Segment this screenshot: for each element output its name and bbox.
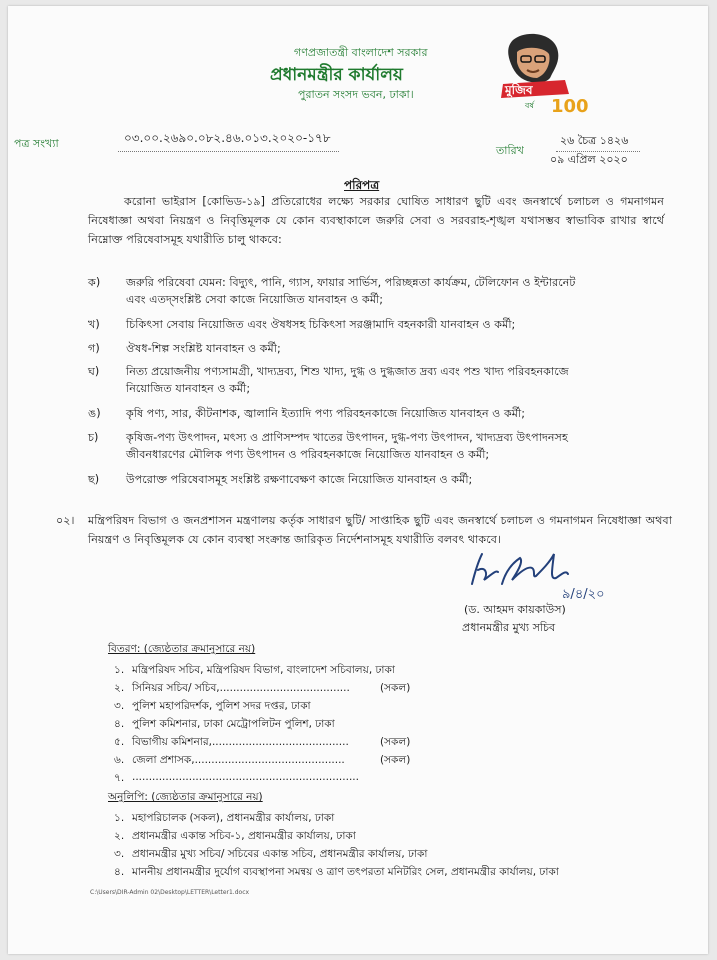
item-number: ক) [88, 276, 101, 289]
memo-number: ০৩.০০.২৬৯০.০৮২.৪৬.০১৩.২০২০-১৭৮ [118, 130, 339, 152]
mujib-borsho-logo [495, 32, 589, 117]
distribution-item: জেলা প্রশাসক,............................................. [132, 754, 345, 766]
item-text: ঔষধ-শিল্প সংশ্লিষ্ট যানবাহন ও কর্মী; [126, 342, 281, 355]
distribution-suffix: (সকল) [380, 682, 411, 694]
file-path-footer: C:\Users\DIR-Admin 02\Desktop\LETTER\Letter1.docx [90, 889, 250, 896]
copy-item: প্রধানমন্ত্রীর মুখ্য সচিব/ সচিবের একান্ত সচিব, প্রধানমন্ত্রীর কার্যালয়, ঢাকা [132, 848, 428, 860]
date-label: তারিখ [496, 144, 524, 157]
document-title: পরিপত্র [344, 178, 380, 192]
copies-title: অনুলিপি: (জ্যেষ্ঠতার ক্রমানুসারে নয়) [108, 791, 263, 803]
distribution-item: পুলিশ কমিশনার, ঢাকা মেট্রোপলিটন পুলিশ, ঢাকা [132, 718, 335, 730]
logo-number: 100 [551, 96, 589, 117]
item-number: গ) [88, 342, 100, 355]
distribution-number: ১. [114, 664, 125, 676]
date-bangla: ২৬ চৈত্র ১৪২৬ [556, 132, 640, 152]
signature [462, 540, 612, 604]
item-text: চিকিৎসা সেবায় নিয়োজিত এবং ঔষধসহ চিকিৎসা সরঞ্জামাদি বহনকারী যানবাহন ও কর্মী; [126, 318, 516, 331]
signer-name: (ড. আহমদ কায়কাউস) [464, 603, 566, 616]
distribution-number: ৪. [114, 718, 125, 730]
paragraph-number: ০২। [56, 514, 75, 527]
item-number: খ) [88, 318, 100, 331]
copy-item: মহাপরিচালক (সকল), প্রধানমন্ত্রীর কার্যালয়, ঢাকা [132, 812, 335, 824]
logo-text-main: মুজিব [505, 83, 533, 97]
office-name: প্রধানমন্ত্রীর কার্যালয় [270, 65, 403, 85]
distribution-number: ৩. [114, 700, 125, 712]
copy-item: মাননীয় প্রধানমন্ত্রীর দুর্যোগ ব্যবস্থাপনা সমন্বয় ও ত্রাণ তৎপরতা মনিটরিং সেল, প্রধানমন্ত্রীর কার্যালয়, ঢাকা [132, 866, 559, 878]
copy-number: ৪. [114, 866, 125, 878]
item-number: ঙ) [88, 407, 101, 420]
item-text: জরুরি পরিষেবা যেমন: বিদ্যুৎ, পানি, গ্যাস, ফায়ার সার্ভিস, পরিচ্ছন্নতা কার্যক্রম, টেলিফোন ও ইন্টারনেট এবং এতদ্‌সংশ্লিষ্ট সেবা কাজে নিয়োজিত যানবাহন ও কর্মী; [126, 276, 576, 306]
distribution-item: .................................................................... [132, 771, 359, 783]
item-number: চ) [88, 431, 99, 444]
logo-text-side: বর্ষ [525, 101, 534, 110]
government-name: গণপ্রজাতন্ত্রী বাংলাদেশ সরকার [294, 46, 428, 59]
date-english: ০৯ এপ্রিল ২০২০ [550, 153, 628, 166]
item-text: উপরোক্ত পরিষেবাসমূহ সংশ্লিষ্ট রক্ষণাবেক্ষণ কাজে নিয়োজিত যানবাহন ও কর্মী; [126, 473, 473, 486]
distribution-item: বিভাগীয় কমিশনার,......................................... [132, 736, 349, 748]
distribution-item: মন্ত্রিপরিষদ সচিব, মন্ত্রিপরিষদ বিভাগ, বাংলাদেশ সচিবালয়, ঢাকা [132, 664, 395, 676]
item-number: ছ) [88, 473, 100, 486]
copy-number: ৩. [114, 848, 125, 860]
item-text: কৃষি পণ্য, সার, কীটনাশক, জ্বালানি ইত্যাদি পণ্য পরিবহনকাজে নিয়োজিত যানবাহন ও কর্মী; [126, 407, 525, 420]
copy-number: ২. [114, 830, 125, 842]
distribution-number: ৬. [114, 754, 125, 766]
office-address: পুরাতন সংসদ ভবন, ঢাকা। [298, 88, 414, 101]
distribution-title: বিতরণ: (জ্যেষ্ঠতার ক্রমানুসারে নয়) [108, 643, 256, 655]
distribution-suffix: (সকল) [380, 754, 411, 766]
item-text: কৃষিজ-পণ্য উৎপাদন, মৎস্য ও প্রাণিসম্পদ খাতের উৎপাদন, দুগ্ধ-পণ্য উৎপাদন, খাদ্যদ্রব্য উৎপাদনসহ জীবনধারণের মৌলিক পণ্য উৎপাদন ও পরিবহনকাজে নিয়োজিত যানবাহন ও কর্মী; [126, 431, 568, 461]
distribution-suffix: (সকল) [380, 736, 411, 748]
document-page [8, 6, 708, 954]
signature-date: ৯/৪/২০ [562, 587, 605, 602]
distribution-item: সিনিয়র সচিব/ সচিব,....................................... [132, 682, 350, 694]
copy-item: প্রধানমন্ত্রীর একান্ত সচিব-১, প্রধানমন্ত্রীর কার্যালয়, ঢাকা [132, 830, 356, 842]
distribution-number: ৭. [114, 772, 125, 784]
intro-paragraph: করোনা ভাইরাস [কোভিড-১৯] প্রতিরোধের লক্ষ্যে সরকার ঘোষিত সাধারণ ছুটি এবং জনস্বার্থে চলাচল ও গমনাগমন নিষেধাজ্ঞা অথবা নিয়ন্ত্রণ ও নিবৃত্তিমূলক যে কোন ব্যবস্থাকালে জরুরি সেবা ও সরবরাহ-শৃঙ্খল যথাসম্ভব স্বাভাবিক রাখার স্বার্থে নিম্নোক্ত পরিষেবাসমূহ যথারীতি চালু থাকবে: [88, 195, 664, 246]
copy-number: ১. [114, 812, 125, 824]
distribution-number: ৫. [114, 736, 125, 748]
item-text: নিত্য প্রয়োজনীয় পণ্যসামগ্রী, খাদ্যদ্রব্য, শিশু খাদ্য, দুগ্ধ ও দুগ্ধজাত দ্রব্য এবং পশু খাদ্য পরিবহনকাজে নিয়োজিত যানবাহন ও কর্মী; [126, 365, 569, 395]
distribution-number: ২. [114, 682, 125, 694]
memo-label: পত্র সংখ্যা [14, 137, 59, 150]
signer-designation: প্রধানমন্ত্রীর মুখ্য সচিব [462, 621, 556, 634]
paragraph-two-text: মন্ত্রিপরিষদ বিভাগ ও জনপ্রশাসন মন্ত্রণালয় কর্তৃক সাধারণ ছুটি/ সাপ্তাহিক ছুটি এবং জনস্বার্থে চলাচল ও গমনাগমন নিষেধাজ্ঞা অথবা নিয়ন্ত্রণ ও নিবৃত্তিমূলক যে কোন ব্যবস্থা সংক্রান্ত জারিকৃত নির্দেশনাসমূহ যথারীতি বলবৎ থাকবে। [88, 514, 672, 546]
item-number: ঘ) [88, 365, 100, 378]
distribution-item: পুলিশ মহাপরিদর্শক, পুলিশ সদর দপ্তর, ঢাকা [132, 700, 311, 712]
